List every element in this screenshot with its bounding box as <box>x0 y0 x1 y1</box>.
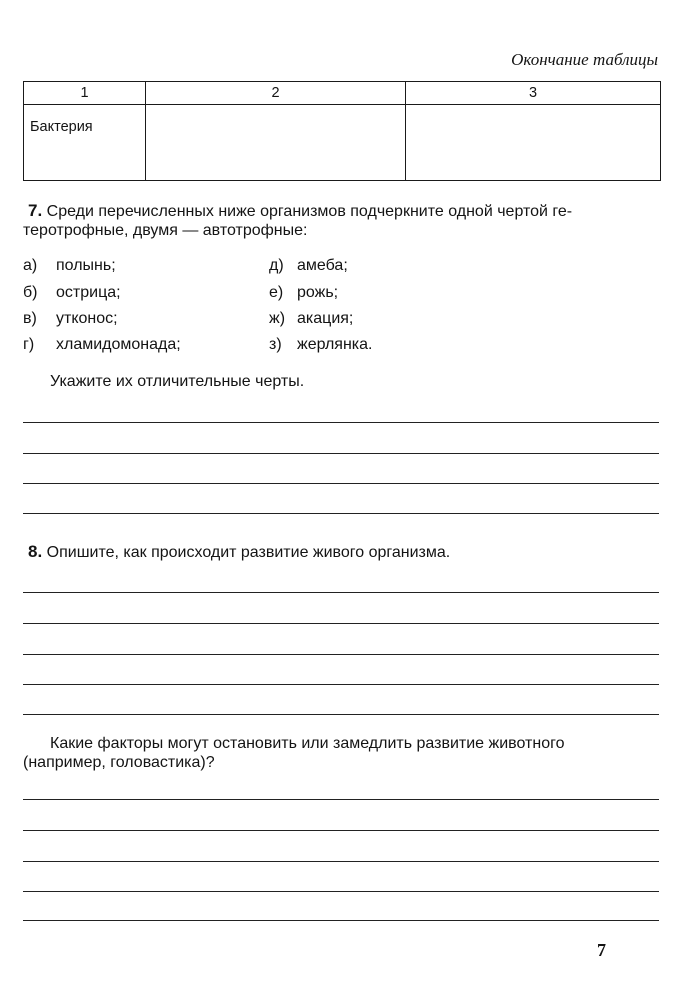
table-header-row <box>24 82 661 105</box>
table-cell-organism: Бактерия <box>24 105 146 181</box>
answer-line[interactable] <box>23 799 659 800</box>
question-7-line-2: теротрофные, двумя — автотрофные: <box>23 222 308 239</box>
answer-line[interactable] <box>23 623 659 624</box>
answer-line[interactable] <box>23 714 659 715</box>
table-row <box>24 105 661 181</box>
table-header-cell: 1 <box>24 82 146 105</box>
organisms-table <box>23 81 661 181</box>
table-continuation-caption: Окончание таблицы <box>511 50 658 69</box>
answer-line[interactable] <box>23 861 659 862</box>
page-number: 7 <box>597 940 606 960</box>
question-7-number: 7. <box>28 201 43 220</box>
question-8-text: Опишите, как происходит развитие живого организма. <box>46 544 451 561</box>
answer-line[interactable] <box>23 830 659 831</box>
workbook-page: Окончание таблицы 1 2 3 Бактерия 7. Среди перечисленных ниже организмов подчеркните одной чертой ге- теротрофные, двумя — автотрофные: а) полынь; б) острица; в) утконос; г) хламидомонада; д) амеба; е) рожь; ж) акация; з) жерлянка. Укажите их отличительные черты. 8. Опишите, как происходит развитие живого организма. Какие факторы могут остановить или замедлить развитие животного (например, головастика)? 7 <box>0 0 700 1002</box>
question-8-followup-line-2: (например, головастика)? <box>23 754 215 771</box>
table-cell-answer[interactable] <box>406 105 661 181</box>
answer-line[interactable] <box>23 592 659 593</box>
answer-line[interactable] <box>23 453 659 454</box>
question-7-text: Среди перечисленных ниже организмов подчеркните одной чертой ге- <box>46 203 573 220</box>
table-header-cell: 2 <box>146 82 406 105</box>
question-8-line <box>28 541 450 564</box>
table-header-cell: 3 <box>406 82 661 105</box>
answer-line[interactable] <box>23 654 659 655</box>
answer-line[interactable] <box>23 513 659 514</box>
answer-line[interactable] <box>23 684 659 685</box>
answer-line[interactable] <box>23 483 659 484</box>
answer-line[interactable] <box>23 891 659 892</box>
answer-line[interactable] <box>23 920 659 921</box>
question-8-followup-line-1: Какие факторы могут остановить или замедлить развитие животного <box>50 735 565 752</box>
table-cell-answer[interactable] <box>146 105 406 181</box>
answer-line[interactable] <box>23 422 659 423</box>
question-8-number: 8. <box>28 542 43 561</box>
question-7-followup: Укажите их отличительные черты. <box>50 373 305 390</box>
